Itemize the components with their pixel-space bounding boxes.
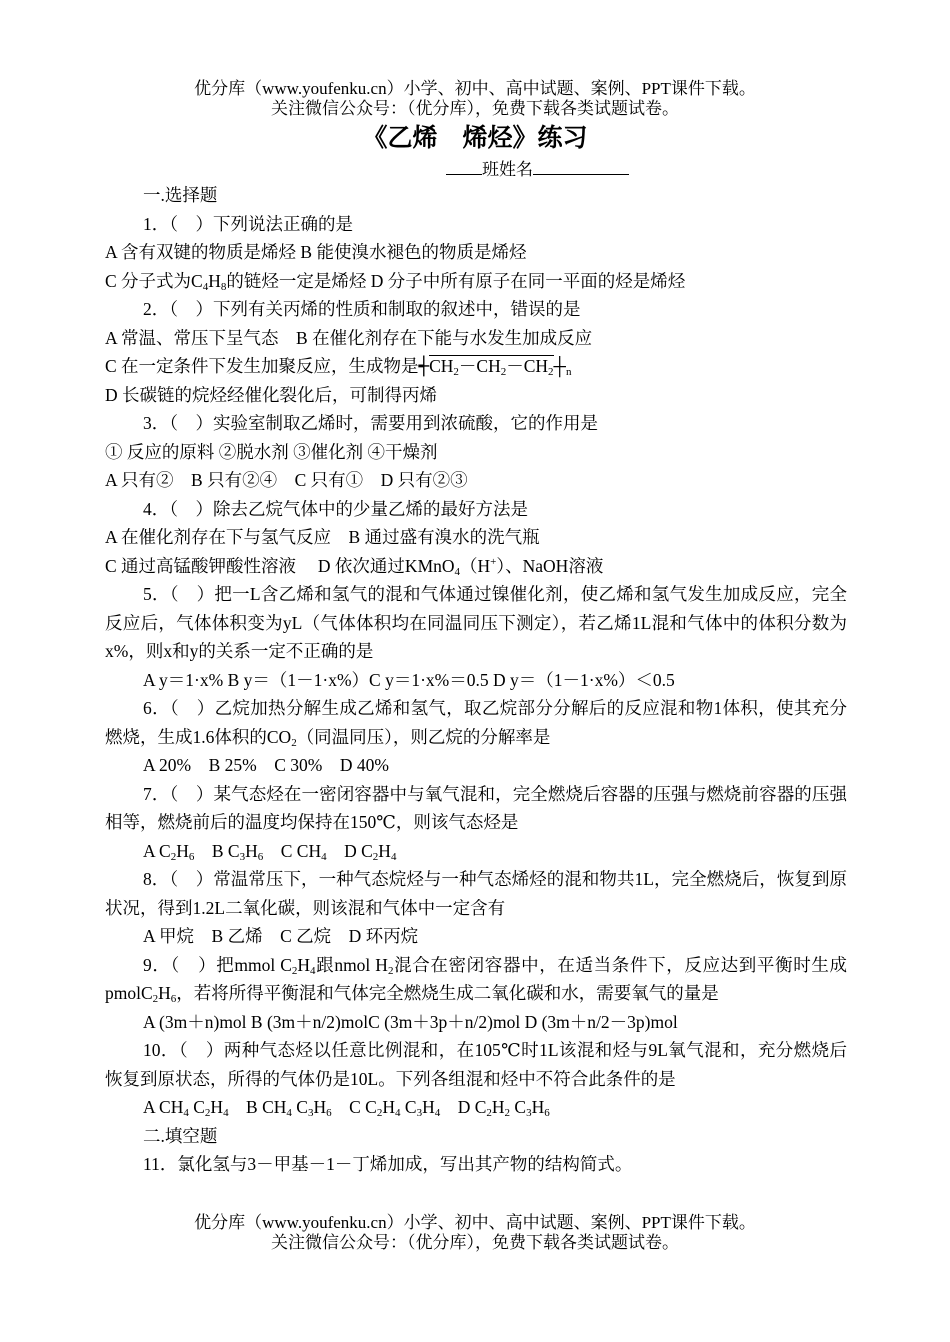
question-10-options: A $CH_4$ $C_2H_4$ B $CH_4$ $C_3H_6$ C $C_2H_4$ $C_3H_4$ D $C_2H_2$ $C_3H_6$ bbox=[143, 1097, 550, 1119]
question-2-option-d: D 长碳链的烷烃经催化裂化后，可制得丙烯 bbox=[105, 384, 438, 405]
question-1-option-ab: A 含有双键的物质是烯烃 B 能使溴水褪色的物质是烯烃 bbox=[105, 242, 527, 262]
question-9-stem: 9．（ ）把mmol $C_2H_4$跟nmol $H_2$混合在密闭容器中，在适当条件下，反应达到平衡时生成$pmolC_2H_6$，若将所得平衡混和气体完全燃烧生成二氧化碳和水，需要氧气的量是 bbox=[105, 954, 848, 1005]
header-line-1: 优分库（www.youfenku.cn）小学、初中、高中试题、案例、PPT课件下载。 bbox=[194, 79, 756, 98]
question-3-items: ① 反应的原料 ②脱水剂 ③催化剂 ④干燥剂 bbox=[105, 441, 438, 462]
question-6-stem: 6．（ ）乙烷加热分解生成乙烯和氢气，取乙烷部分分解后的反应混和物1体积，使其充分燃烧，生成1.6体积的$CO_2$（同温同压），则乙烷的分解率是 bbox=[105, 698, 847, 749]
footer-line-1: 优分库（www.youfenku.cn）小学、初中、高中试题、案例、PPT课件下载。 bbox=[194, 1213, 756, 1232]
question-9-options: A (3m＋n)mol B (3m＋n/2)molC (3m＋3p＋n/2)mol D (3m＋n/2－3p)mol bbox=[143, 1011, 678, 1032]
section-heading-choice: 一.选择题 bbox=[143, 185, 218, 205]
class-blank bbox=[446, 158, 482, 175]
question-2-option-ab: A 常温、常压下呈气态 B 在催化剂存在下能与水发生加成反应 bbox=[105, 327, 593, 348]
question-4-option-cd: C 通过高锰酸钾酸性溶液 D 依次通过KMnO$_4$（H+）、NaOH溶液 bbox=[105, 555, 604, 578]
question-5-stem: 5．（ ）把一L含乙烯和氢气的混和气体通过镍催化剂，使乙烯和氢气发生加成反应，完全反应后，气体体积变为yL（气体体积均在同温同压下测定），若乙烯1L混和气体中的体积分数为x%，则x和y的关系一定不正确的是 bbox=[105, 584, 847, 661]
question-7-options: A $C_2H_6$ B $C_3H_6$ C $CH_4$ D $C_2H_4$ bbox=[143, 840, 397, 863]
question-5-options: A y＝1·x% B y＝（1－1·x%）C y＝1·x%＝0.5 D y＝（1－1·x%）＜0.5 bbox=[143, 669, 675, 690]
class-name-line bbox=[446, 158, 629, 181]
exercise-content bbox=[105, 181, 847, 1179]
question-4-stem: 4．（ ）除去乙烷气体中的少量乙烯的最好方法是 bbox=[143, 498, 528, 519]
page-title: 《乙烯 烯烃》练习 bbox=[362, 125, 588, 152]
question-11-stem: 11．氯化氢与3－甲基－1－丁烯加成，写出其产物的结构简式。 bbox=[143, 1154, 633, 1174]
header-line-2: 关注微信公众号：（优分库），免费下载各类试题试卷。 bbox=[271, 99, 679, 118]
polymer-formula: $┽CH_2-CH_2-CH_2┼_n$ bbox=[418, 356, 572, 378]
name-blank bbox=[533, 158, 629, 175]
question-10-stem: 10．（ ）两种气态烃以任意比例混和，在105℃时1L该混和烃与9L氧气混和，充分燃烧后恢复到原状态，所得的气体仍是10L。下列各组混和烃中不符合此条件的是 bbox=[105, 1040, 847, 1089]
name-label: 姓名 bbox=[499, 160, 533, 179]
question-1-option-cd: C 分子式为$C_4H_8$的链烃一定是烯烃 D 分子中所有原子在同一平面的烃是烯烃 bbox=[105, 270, 686, 293]
section-heading-fill: 二.填空题 bbox=[143, 1125, 218, 1146]
question-3-options: A 只有② B 只有②④ C 只有① D 只有②③ bbox=[105, 470, 468, 490]
question-2-stem: 2．（ ）下列有关丙烯的性质和制取的叙述中，错误的是 bbox=[143, 299, 581, 319]
footer-line-2: 关注微信公众号：（优分库），免费下载各类试题试卷。 bbox=[271, 1233, 679, 1252]
question-6-options: A 20% B 25% C 30% D 40% bbox=[143, 755, 389, 775]
question-3-stem: 3．（ ）实验室制取乙烯时，需要用到浓硫酸，它的作用是 bbox=[143, 413, 598, 433]
question-8-stem: 8．（ ）常温常压下，一种气态烷烃与一种气态烯烃的混和物共1L，完全燃烧后，恢复到原状况，得到1.2L二氧化碳，则该混和气体中一定含有 bbox=[105, 869, 847, 918]
question-1-stem: 1．（ ）下列说法正确的是 bbox=[143, 213, 353, 234]
question-4-option-ab: A 在催化剂存在下与氢气反应 B 通过盛有溴水的洗气瓶 bbox=[105, 527, 540, 547]
question-7-stem: 7．（ ）某气态烃在一密闭容器中与氧气混和，完全燃烧后容器的压强与燃烧前容器的压强相等，燃烧前后的温度均保持在150℃，则该气态烃是 bbox=[105, 783, 847, 832]
class-label: 班 bbox=[482, 160, 499, 179]
question-8-options: A 甲烷 B 乙烯 C 乙烷 D 环丙烷 bbox=[143, 926, 419, 946]
question-2-option-c: C 在一定条件下发生加聚反应，生成物是$┽CH_2-CH_2-CH_2┼_n$ bbox=[105, 356, 572, 378]
